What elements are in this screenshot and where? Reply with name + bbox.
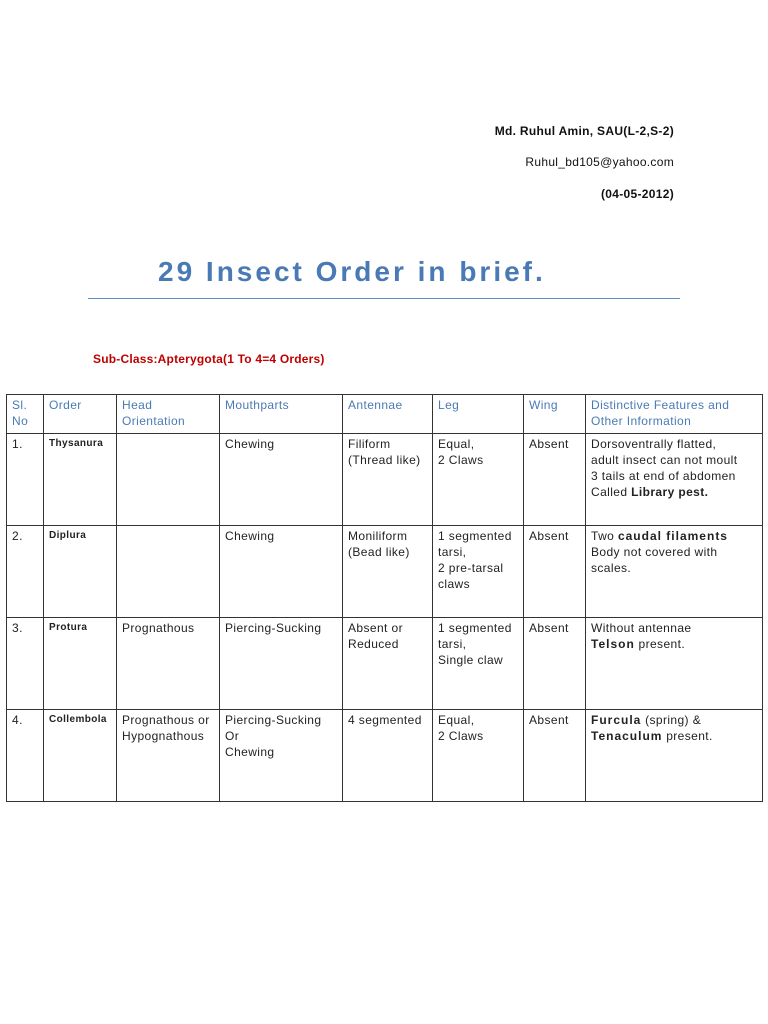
- cell-mouthparts: Chewing: [220, 526, 343, 618]
- cell-line: Without antennae: [591, 621, 692, 635]
- page-title: 29 Insect Order in brief.: [158, 256, 546, 287]
- cell-leg: [433, 526, 524, 618]
- cell-line: tarsi,: [438, 545, 467, 559]
- header-mouthparts: Mouthparts: [220, 395, 343, 434]
- cell-features: [586, 710, 763, 802]
- cell-line: adult insect can not moult: [591, 453, 738, 467]
- cell-line: Dorsoventrally flatted,: [591, 437, 717, 451]
- cell-mouthparts: [220, 710, 343, 802]
- cell-wing: Absent: [524, 526, 586, 618]
- cell-line: 1 segmented: [438, 621, 512, 635]
- cell-line: (Bead like): [348, 545, 410, 559]
- text-fragment: (spring) &: [645, 713, 702, 727]
- cell-head: [117, 526, 220, 618]
- cell-line: Reduced: [348, 637, 399, 651]
- title-underline: [88, 298, 680, 299]
- cell-line: [591, 712, 757, 728]
- cell-leg: [433, 434, 524, 526]
- header-sl-no: Sl. No: [7, 395, 44, 434]
- cell-line: Single claw: [438, 653, 504, 667]
- cell-line: 3 tails at end of abdomen: [591, 469, 736, 483]
- bold-term: Furcula: [591, 713, 642, 727]
- text-fragment: Two: [591, 529, 615, 543]
- cell-line: Moniliform: [348, 529, 408, 543]
- table-header-row: [7, 395, 763, 434]
- cell-order: Thysanura: [44, 434, 117, 526]
- cell-head: [117, 434, 220, 526]
- cell-sl: 3.: [7, 618, 44, 710]
- cell-line: 2 pre-tarsal: [438, 561, 504, 575]
- cell-features: [586, 526, 763, 618]
- cell-head: Prognathous: [117, 618, 220, 710]
- cell-line: claws: [438, 577, 471, 591]
- table-row: [7, 434, 763, 526]
- cell-line: [591, 528, 757, 544]
- cell-head: [117, 710, 220, 802]
- cell-line: 2 Claws: [438, 453, 484, 467]
- author-name: Md. Ruhul Amin, SAU(L-2,S-2): [494, 124, 674, 138]
- cell-antennae: [343, 434, 433, 526]
- cell-line: Hypognathous: [122, 729, 205, 743]
- cell-line: tarsi,: [438, 637, 467, 651]
- cell-line: 1 segmented: [438, 529, 512, 543]
- cell-features: [586, 618, 763, 710]
- cell-leg: [433, 618, 524, 710]
- cell-wing: Absent: [524, 710, 586, 802]
- author-email: Ruhul_bd105@yahoo.com: [525, 155, 674, 169]
- subclass-heading: Sub-Class:Apterygota(1 To 4=4 Orders): [93, 352, 325, 366]
- cell-antennae: [343, 526, 433, 618]
- cell-order: Protura: [44, 618, 117, 710]
- cell-order: Diplura: [44, 526, 117, 618]
- cell-antennae: 4 segmented: [343, 710, 433, 802]
- insect-orders-table: [6, 394, 763, 802]
- cell-line: 2 Claws: [438, 729, 484, 743]
- text-fragment: Called: [591, 485, 628, 499]
- cell-line: Equal,: [438, 437, 475, 451]
- text-fragment: present.: [638, 637, 686, 651]
- cell-line: [591, 484, 757, 500]
- table-row: [7, 526, 763, 618]
- header-features: Distinctive Features and Other Information: [586, 395, 763, 434]
- table-row: [7, 710, 763, 802]
- cell-line: Equal,: [438, 713, 475, 727]
- bold-term: caudal filaments: [617, 529, 728, 543]
- cell-line: Body not covered with: [591, 545, 718, 559]
- table-row: [7, 618, 763, 710]
- cell-leg: [433, 710, 524, 802]
- cell-line: Prognathous or: [122, 713, 210, 727]
- cell-sl: 1.: [7, 434, 44, 526]
- header-antennae: Antennae: [343, 395, 433, 434]
- cell-line: (Thread like): [348, 453, 421, 467]
- cell-line: [591, 636, 757, 652]
- cell-order: Collembola: [44, 710, 117, 802]
- cell-line: Filiform: [348, 437, 391, 451]
- cell-sl: 4.: [7, 710, 44, 802]
- cell-antennae: [343, 618, 433, 710]
- cell-wing: Absent: [524, 618, 586, 710]
- header-leg: Leg: [433, 395, 524, 434]
- author-date: (04-05-2012): [601, 187, 674, 201]
- header-head-orientation: Head Orientation: [117, 395, 220, 434]
- bold-term: Tenaculum: [591, 729, 663, 743]
- bold-term: Library pest.: [631, 485, 709, 499]
- cell-mouthparts: Chewing: [220, 434, 343, 526]
- cell-line: scales.: [591, 561, 632, 575]
- cell-mouthparts: Piercing-Sucking: [220, 618, 343, 710]
- cell-line: [591, 728, 757, 744]
- cell-line: Piercing-Sucking Or: [225, 713, 322, 743]
- cell-wing: Absent: [524, 434, 586, 526]
- header-order: Order: [44, 395, 117, 434]
- bold-term: Telson: [591, 637, 635, 651]
- cell-line: Chewing: [225, 745, 275, 759]
- header-wing: Wing: [524, 395, 586, 434]
- cell-line: Absent or: [348, 621, 403, 635]
- cell-sl: 2.: [7, 526, 44, 618]
- cell-features: [586, 434, 763, 526]
- text-fragment: present.: [666, 729, 713, 743]
